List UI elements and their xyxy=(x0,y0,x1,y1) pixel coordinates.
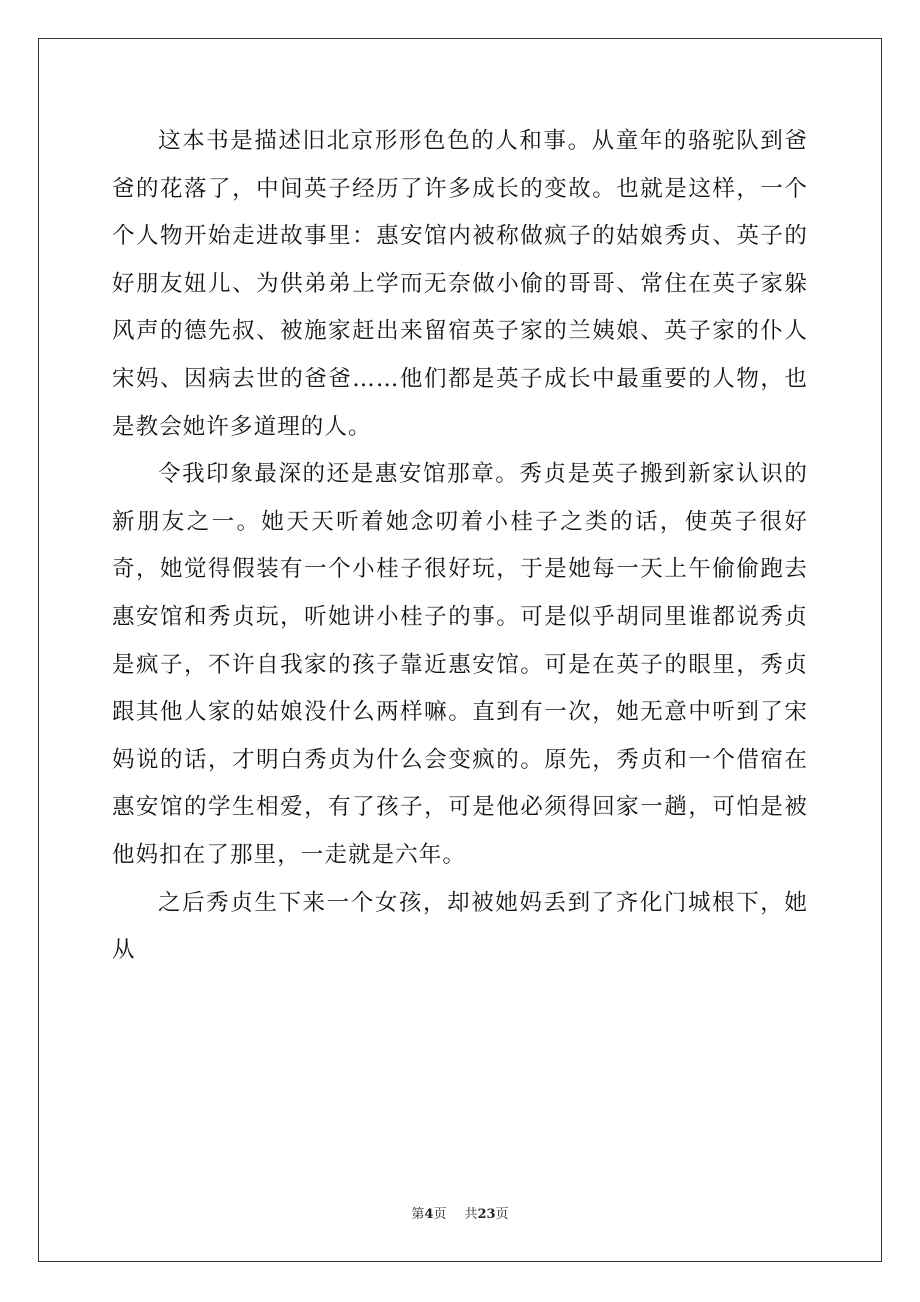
paragraph-2: 令我印象最深的还是惠安馆那章。秀贞是英子搬到新家认识的新朋友之一。她天天听着她念叨着小桂子之类的话，使英子很好奇，她觉得假装有一个小桂子很好玩，于是她每一天上午偷偷跑去惠安馆和秀贞玩，听她讲小桂子的事。可是似乎胡同里谁都说秀贞是疯子，不许自我家的孩子靠近惠安馆。可是在英子的眼里，秀贞跟其他人家的姑娘没什么两样嘛。直到有一次，她无意中听到了宋妈说的话，才明白秀贞为什么会变疯的。原先，秀贞和一个借宿在惠安馆的学生相爱，有了孩子，可是他必须得回家一趟，可怕是被他妈扣在了那里，一走就是六年。 xyxy=(112,461,808,868)
paragraph-3: 之后秀贞生下来一个女孩，却被她妈丢到了齐化门城根下，她从 xyxy=(112,889,808,964)
document-body xyxy=(112,118,808,975)
current-page-number: 4 xyxy=(424,1207,434,1222)
total-pages-number: 23 xyxy=(477,1207,496,1222)
page-suffix: 页 xyxy=(433,1207,447,1222)
page-footer xyxy=(0,1205,920,1225)
paragraph-1: 这本书是描述旧北京形形色色的人和事。从童年的骆驼队到爸爸的花落了，中间英子经历了许多成长的变故。也就是这样，一个个人物开始走进故事里：惠安馆内被称做疯子的姑娘秀贞、英子的好朋友妞儿、为供弟弟上学而无奈做小偷的哥哥、常住在英子家躲风声的德先叔、被施家赶出来留宿英子家的兰姨娘、英子家的仆人宋妈、因病去世的爸爸……他们都是英子成长中最重要的人物，也是教会她许多道理的人。 xyxy=(112,128,808,440)
page-prefix: 第 xyxy=(411,1207,425,1222)
total-suffix: 页 xyxy=(495,1207,509,1222)
total-prefix: 共 xyxy=(464,1207,478,1222)
